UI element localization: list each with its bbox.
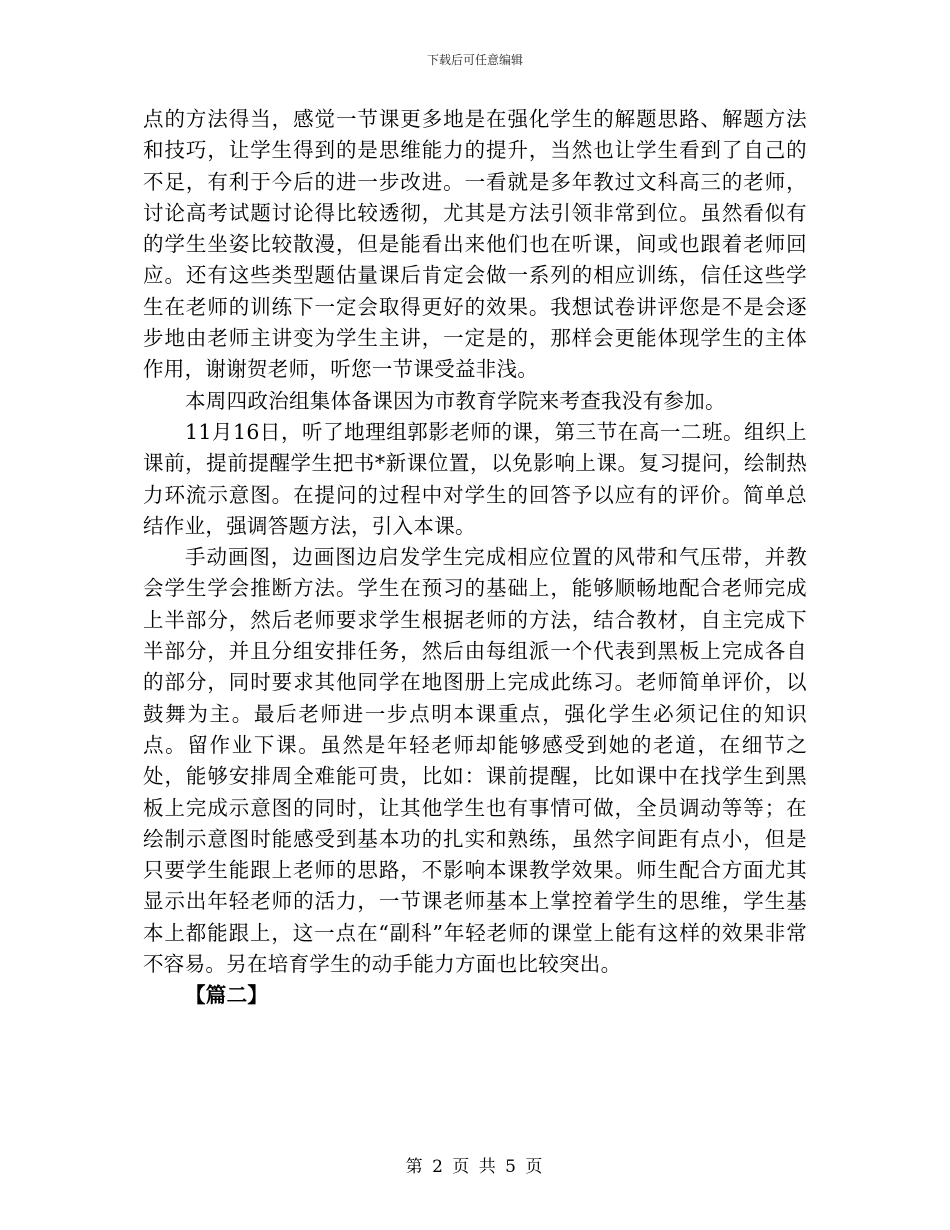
document-body <box>143 104 807 1012</box>
paragraph-politics-group-note: 本周四政治组集体备课因为市教育学院来考查我没有参加。 <box>185 388 726 413</box>
paragraph-geography-lesson-review: 手动画图，边画图边启发学生完成相应位置的风带和气压带，并教会学生学会推断方法。学生在预习的基础上，能够顺畅地配合老师完成上半部分，然后老师要求学生根据老师的方法，结合教材，自主完成下半部分，并且分组安排任务，然后由每组派一个代表到黑板上完成各自的部分，同时要求其他同学在地图册上完成此练习。老师简单评价，以鼓舞为主。最后老师进一步点明本课重点，强化学生必须记住的知识点。留作业下课。虽然是年轻老师却能够感受到她的老道，在细节之处，能够安排周全难能可贵，比如：课前提醒，比如课中在找学生到黑板上完成示意图的同时，让其他学生也有事情可做，全员调动等等；在绘制示意图时能感受到基本功的扎实和熟练，虽然字间距有点小，但是只要学生能跟上老师的思路，不影响本课教学效果。师生配合方面尤其显示出年轻老师的活力，一节课老师基本上掌控着学生的思维，学生基本上都能跟上，这一点在“副科”年轻老师的课堂上能有这样的效果非常不容易。另在培育学生的动手能力方面也比较突出。 <box>143 545 807 977</box>
paragraph-geography-lesson-intro: 11月16日，听了地理组郭影老师的课，第三节在高一二班。组织上课前，提前提醒学生把书*新课位置，以免影响上课。复习提问，绘制热力环流示意图。在提问的过程中对学生的回答予以应有的评价。简单总结作业，强调答题方法，引入本课。 <box>143 419 807 538</box>
paragraph-lesson-review-continued: 点的方法得当，感觉一节课更多地是在强化学生的解题思路、解题方法和技巧，让学生得到的是思维能力的提升，当然也让学生看到了自己的不足，有利于今后的进一步改进。一看就是多年教过文科高三的老师，讨论高考试题讨论得比较透彻，尤其是方法引领非常到位。虽然看似有的学生坐姿比较散漫，但是能看出来他们也在听课，间或也跟着老师回应。还有这些类型题估量课后肯定会做一系列的相应训练，信任这些学生在老师的训练下一定会取得更好的效果。我想试卷讲评您是不是会逐步地由老师主讲变为学生主讲，一定是的，那样会更能体现学生的主体作用，谢谢贺老师，听您一节课受益非浅。 <box>143 107 807 382</box>
page-number-footer: 第 2 页 共 5 页 <box>405 1157 545 1177</box>
header-note: 下载后可任意编辑 <box>426 53 523 67</box>
section-heading: 【篇二】 <box>185 983 269 1008</box>
